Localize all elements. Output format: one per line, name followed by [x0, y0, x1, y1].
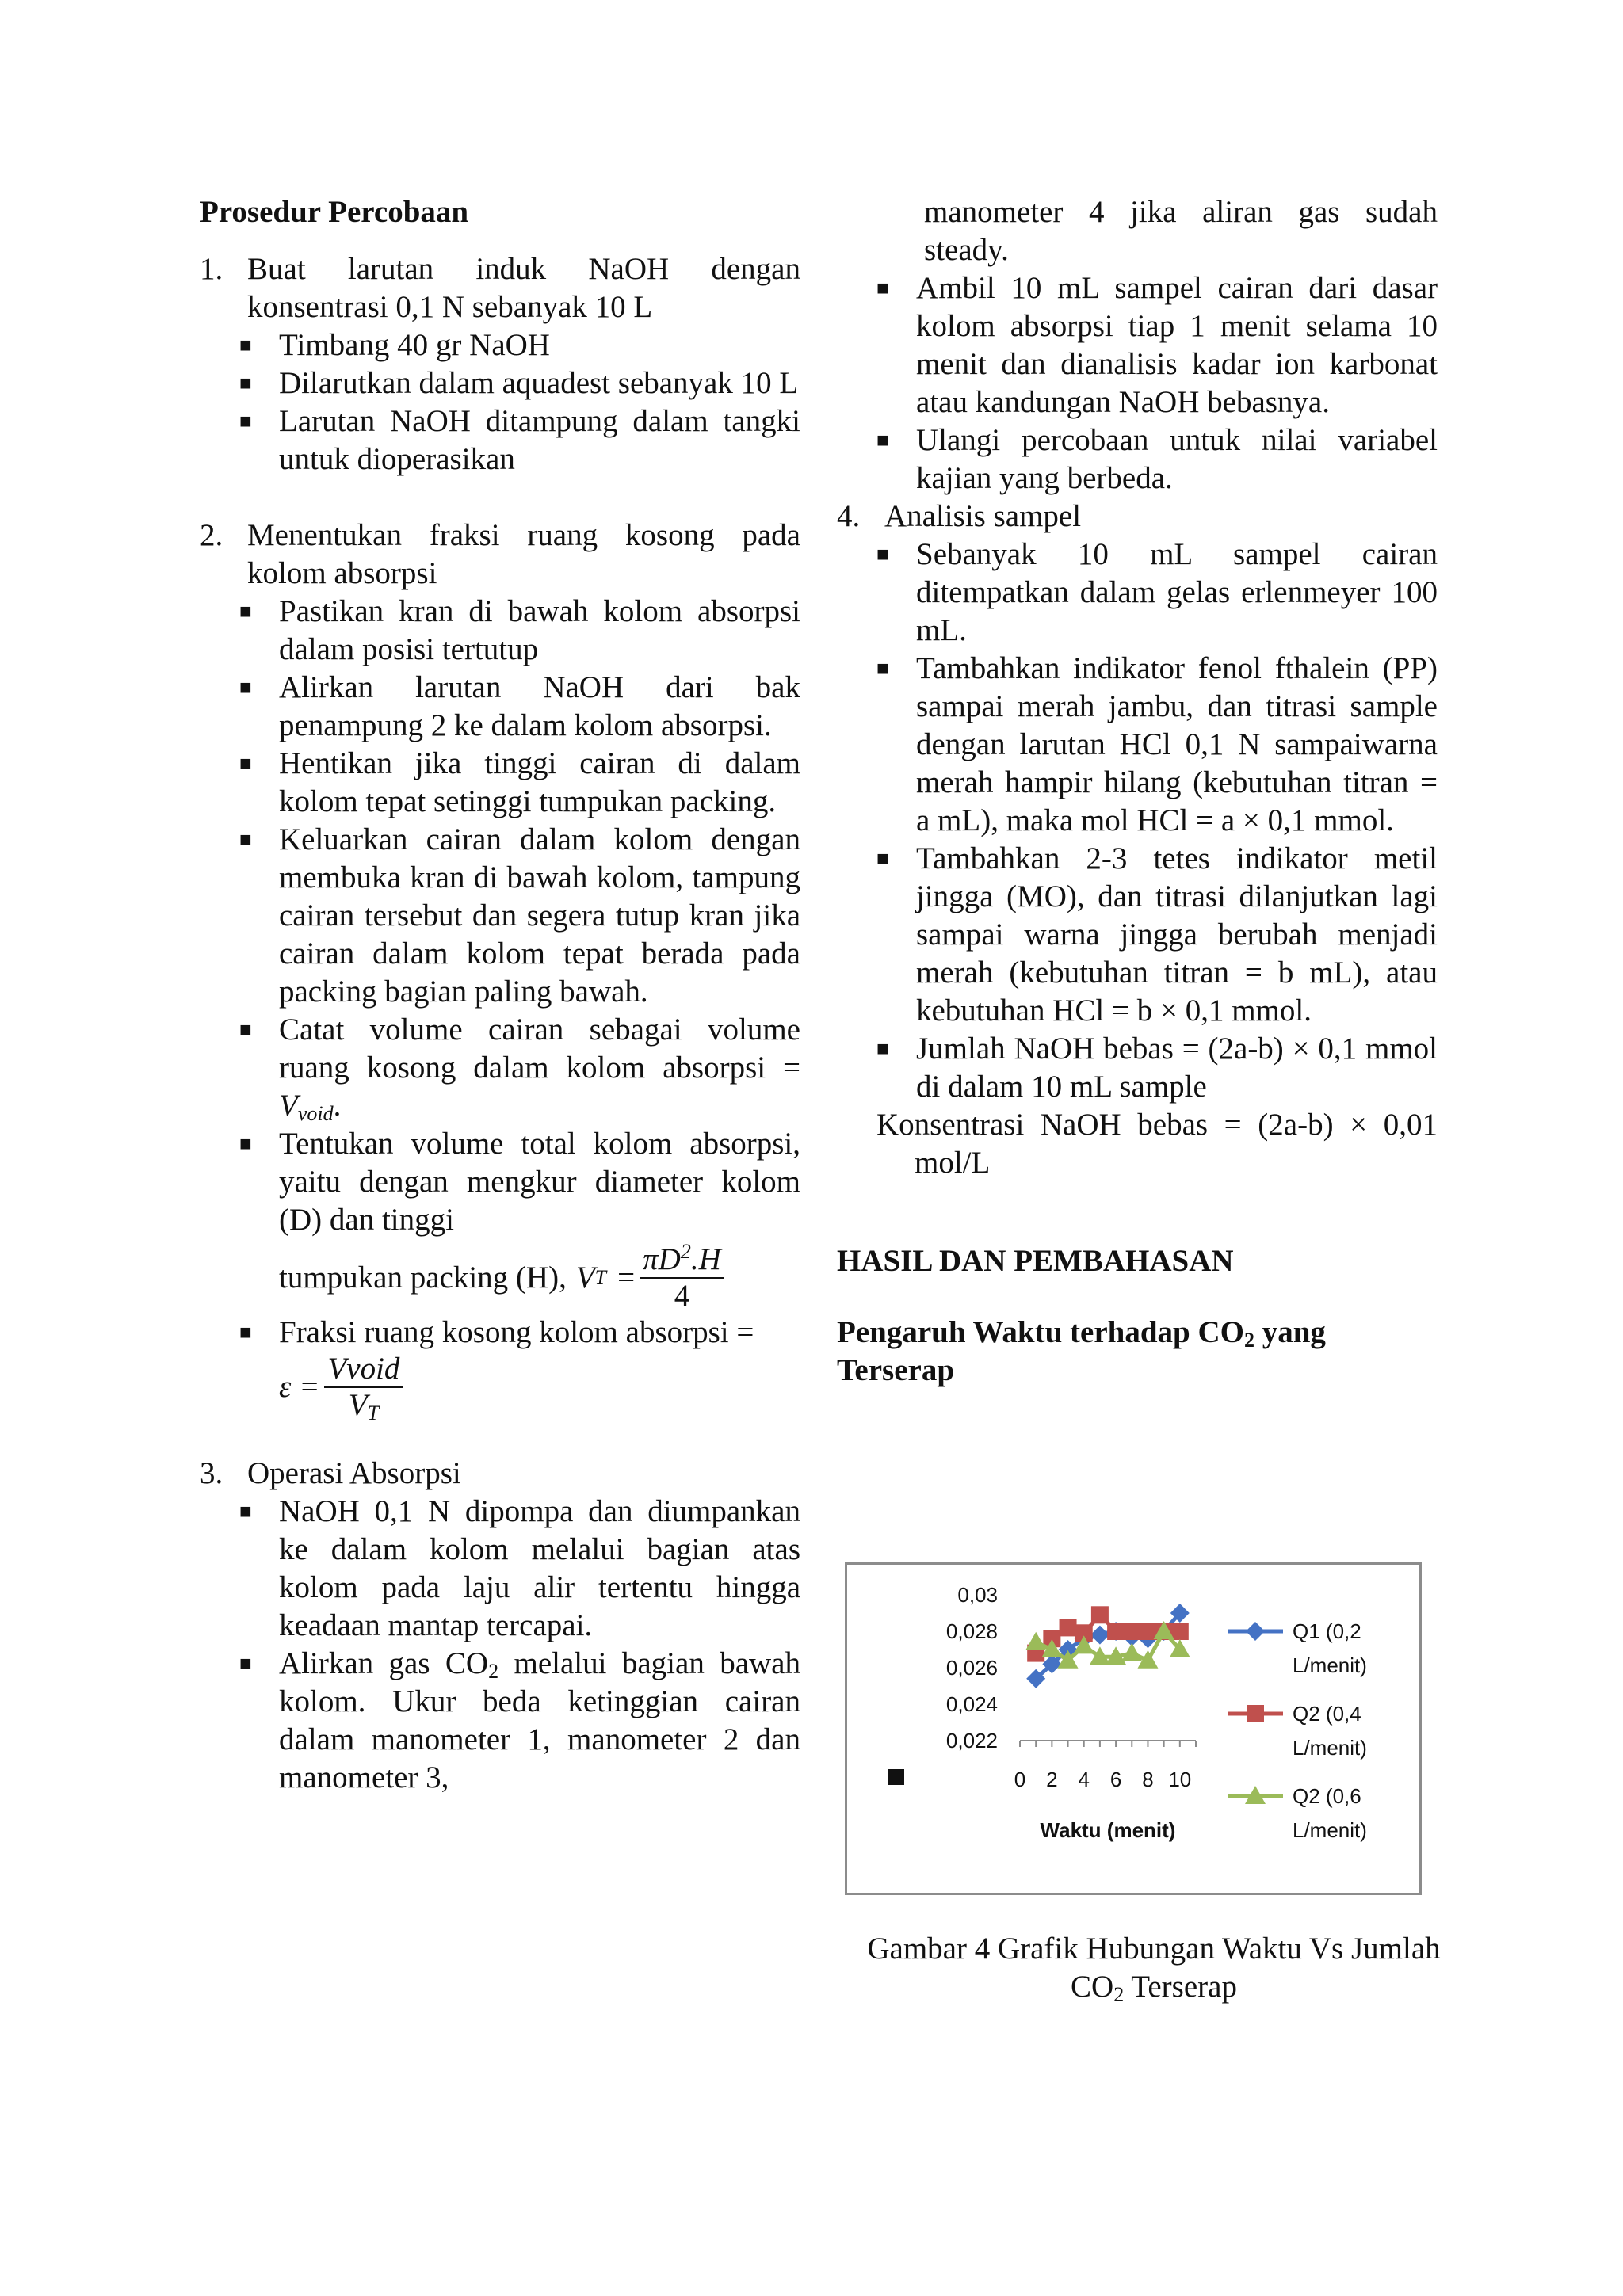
bullet-icon: ■ [239, 828, 252, 851]
vt-num-main: πD [643, 1242, 681, 1276]
bullet-icon: ■ [239, 600, 252, 623]
bullet-item [239, 1493, 800, 1645]
step-4 [837, 498, 1438, 536]
bullet-icon: ■ [239, 334, 252, 357]
bullet-text: Alirkan larutan NaOH dari bak penampung 2 ke dalam kolom absorpsi. [279, 670, 800, 742]
vt-text: Tentukan volume total kolom absorpsi, yaitu dengan mengkur diameter kolom (D) dan tinggi [279, 1127, 800, 1237]
continued-text: manometer 4 jika aliran gas sudah steady. [924, 195, 1438, 267]
vt-lhs: V [575, 1261, 595, 1295]
x-tick-label: 2 [1046, 1768, 1058, 1791]
bullet-text: Keluarkan cairan dalam kolom dengan membuka kran di bawah kolom, tampung cairan tersebut dan segera tutup kran jika cairan dalam kolom tepat berada pada packing bagian paling bawah. [279, 822, 800, 1009]
bullet-item [876, 840, 1438, 1030]
step-text: Menentukan fraksi ruang kosong pada kolom absorpsi [247, 518, 800, 590]
bullet-icon: ■ [239, 1500, 252, 1523]
step-text: Operasi Absorpsi [247, 1456, 461, 1490]
bullet-icon: ■ [239, 1652, 252, 1675]
step-number: 4. [837, 499, 861, 533]
bullet-item [876, 269, 1438, 421]
bullet-item [239, 593, 800, 669]
vt-fraction [640, 1242, 724, 1314]
co2-text-a: Alirkan gas CO [279, 1646, 489, 1680]
data-point [1123, 1623, 1140, 1640]
figure-caption [837, 1930, 1471, 2006]
bullet-icon: ■ [876, 277, 889, 299]
data-point [1139, 1623, 1156, 1640]
co2-text-b: melalui bagian bawah kolom. Ukur beda ketinggian cairan dalam manometer 1, manometer 2 dan manometer 3, [279, 1646, 800, 1794]
section-heading-prosedur: Prosedur Percobaan [200, 195, 469, 229]
y-tick-label: 0,028 [945, 1619, 998, 1643]
subsection-sub: 2 [1243, 1329, 1254, 1352]
konsentrasi-text: Konsentrasi NaOH bebas = (2a-b) × 0,01 mol/L [876, 1108, 1438, 1180]
subsection-a: Pengaruh Waktu terhadap CO [837, 1315, 1244, 1349]
vt-formula: tumpukan packing (H), V T = $\frac{\pi D^2.H}{4}$ [279, 1242, 800, 1314]
co2-sub: 2 [488, 1660, 499, 1683]
vt-equals: = [617, 1261, 636, 1295]
bullet-text [279, 1125, 800, 1314]
bullet-icon: ■ [876, 543, 889, 566]
eps-den-sub: T [367, 1402, 380, 1425]
eps-denominator [349, 1388, 379, 1423]
right-column [837, 193, 1438, 1390]
bullet-item [239, 364, 800, 402]
bullet-text [279, 1314, 800, 1423]
bullet-item [876, 421, 1438, 498]
bullet-item [239, 1314, 800, 1423]
bullet-text [279, 1011, 800, 1125]
caption-a: Gambar 4 Grafik Hubungan Waktu Vs Jumlah CO [867, 1932, 1441, 2004]
eps-den-main: V [348, 1388, 368, 1422]
bullet-icon: ■ [239, 1132, 252, 1155]
legend-label: L/menit) [1293, 1736, 1367, 1760]
bullet-icon: ■ [239, 1321, 252, 1344]
bullet-text: Jumlah NaOH bebas = (2a-b) × 0,1 mmol di dalam 10 mL sample [916, 1032, 1438, 1104]
x-axis-title: Waktu (menit) [1040, 1818, 1176, 1842]
bullet-item [876, 650, 1438, 840]
caption-sub: 2 [1113, 1983, 1125, 2006]
data-point [1121, 1643, 1142, 1661]
data-point [1060, 1619, 1077, 1636]
bullet-text: Sebanyak 10 mL sampel cairan ditempatkan dalam gelas erlenmeyer 100 mL. [916, 537, 1438, 647]
y-axis-title-glyph [888, 1769, 904, 1785]
caption-b: Terserap [1124, 1970, 1237, 2004]
line-chart [847, 1565, 1419, 1893]
x-tick-label: 0 [1014, 1768, 1026, 1791]
bullet-item [239, 1645, 800, 1797]
bullet-text: Pastikan kran di bawah kolom absorpsi dalam posisi tertutup [279, 594, 800, 666]
y-tick-label: 0,022 [945, 1729, 998, 1753]
bullet-text: Tambahkan 2-3 tetes indikator metil jingga (MO), dan titrasi dilanjutkan lagi sampai warna jingga berubah menjadi merah (kebutuhan titran = b mL), atau kebutuhan HCl = b × 0,1 mmol. [916, 841, 1438, 1028]
data-point [1091, 1606, 1109, 1623]
step-1 [200, 250, 800, 326]
data-point [1171, 1623, 1189, 1640]
bullet-item [239, 821, 800, 1011]
y-tick-label: 0,026 [945, 1656, 998, 1680]
eps-formula [279, 1352, 800, 1423]
legend-marker [1246, 1622, 1265, 1641]
subsection-title [837, 1314, 1438, 1390]
bullet-icon: ■ [239, 372, 252, 395]
bullet-text: Hentikan jika tinggi cairan di dalam kolom tepat setinggi tumpukan packing. [279, 746, 800, 818]
step-number: 2. [200, 518, 223, 552]
step-3 [200, 1455, 800, 1493]
bullet-icon: ■ [239, 410, 252, 433]
bullet-icon: ■ [876, 1037, 889, 1060]
step-2 [200, 517, 800, 593]
bullet-text: Tambahkan indikator fenol fthalein (PP) sampai merah jambu, dan titrasi sample dengan larutan HCl 0,1 N sampaiwarna merah hampir hilang (kebutuhan titran = a mL), maka mol HCl = a × 0,1 mmol. [916, 651, 1438, 837]
vvoid-subscript: void [297, 1102, 334, 1125]
bullet-item [239, 402, 800, 479]
step-number: 3. [200, 1456, 223, 1490]
vt-denominator: 4 [674, 1279, 690, 1313]
x-tick-label: 8 [1142, 1768, 1154, 1791]
vt-num-end: .H [690, 1242, 721, 1276]
bullet-text [279, 1645, 800, 1797]
vvoid-text: Catat volume cairan sebagai volume ruang kosong dalam kolom absorpsi = [279, 1013, 800, 1085]
vt-line2: tumpukan packing (H), [279, 1261, 567, 1295]
legend-label: Q2 (0,4 [1293, 1702, 1361, 1726]
bullet-icon: ■ [239, 1018, 252, 1041]
x-tick-label: 10 [1168, 1768, 1192, 1791]
legend-marker [1247, 1705, 1264, 1722]
section-title-hasil: HASIL DAN PEMBAHASAN [837, 1244, 1234, 1278]
legend-label: Q1 (0,2 [1293, 1619, 1361, 1643]
bullet-item [876, 536, 1438, 650]
eps-text: Fraksi ruang kosong kolom absorpsi = [279, 1315, 754, 1349]
bullet-text: Larutan NaOH ditampung dalam tangki untuk dioperasikan [279, 404, 800, 476]
vt-numerator [640, 1242, 724, 1279]
x-tick-label: 4 [1078, 1768, 1090, 1791]
bullet-text: Ambil 10 mL sampel cairan dari dasar kolom absorpsi tiap 1 menit selama 10 menit dan dianalisis kadar ion karbonat atau kandungan NaOH bebasnya. [916, 271, 1438, 419]
legend-label: Q2 (0,6 [1293, 1784, 1361, 1808]
step-text: Buat larutan induk NaOH dengan konsentrasi 0,1 N sebanyak 10 L [247, 252, 800, 324]
bullet-item [239, 326, 800, 364]
vvoid-end: . [333, 1089, 342, 1123]
y-tick-label: 0,03 [957, 1583, 998, 1607]
bullet-icon: ■ [239, 752, 252, 775]
eps-lhs: ε = [279, 1370, 320, 1404]
data-point [1025, 1632, 1046, 1650]
bullet-item [239, 1125, 800, 1314]
subsection-b: yang Terserap [837, 1315, 1326, 1387]
left-column [200, 193, 800, 1797]
bullet-text: Dilarutkan dalam aquadest sebanyak 10 L [279, 366, 799, 400]
step-number: 1. [200, 252, 223, 286]
eps-numerator: Vvoid [324, 1352, 403, 1388]
bullet-icon: ■ [876, 657, 889, 680]
legend-label: L/menit) [1293, 1818, 1367, 1842]
data-point [1090, 1626, 1109, 1645]
step-text: Analisis sampel [884, 499, 1082, 533]
bullet-text: Timbang 40 gr NaOH [279, 328, 550, 362]
x-tick-label: 6 [1109, 1768, 1122, 1791]
bullet-item [239, 1011, 800, 1125]
bullet-text: Ulangi percobaan untuk nilai variabel kajian yang berbeda. [916, 423, 1438, 495]
data-point [1107, 1623, 1125, 1640]
chart-frame [845, 1562, 1422, 1895]
vt-num-sup: 2 [680, 1240, 691, 1263]
eps-fraction [324, 1352, 403, 1423]
vvoid-symbol: V [279, 1089, 298, 1123]
legend-label: L/menit) [1293, 1653, 1367, 1677]
bullet-icon: ■ [239, 676, 252, 699]
y-tick-label: 0,024 [945, 1692, 998, 1716]
bullet-text: NaOH 0,1 N dipompa dan diumpankan ke dalam kolom melalui bagian atas kolom pada laju alir tertentu hingga keadaan mantap tercapai. [279, 1494, 800, 1642]
bullet-icon: ■ [876, 429, 889, 452]
bullet-item [876, 1030, 1438, 1106]
bullet-item [239, 669, 800, 745]
bullet-icon: ■ [876, 847, 889, 870]
bullet-item [239, 745, 800, 821]
